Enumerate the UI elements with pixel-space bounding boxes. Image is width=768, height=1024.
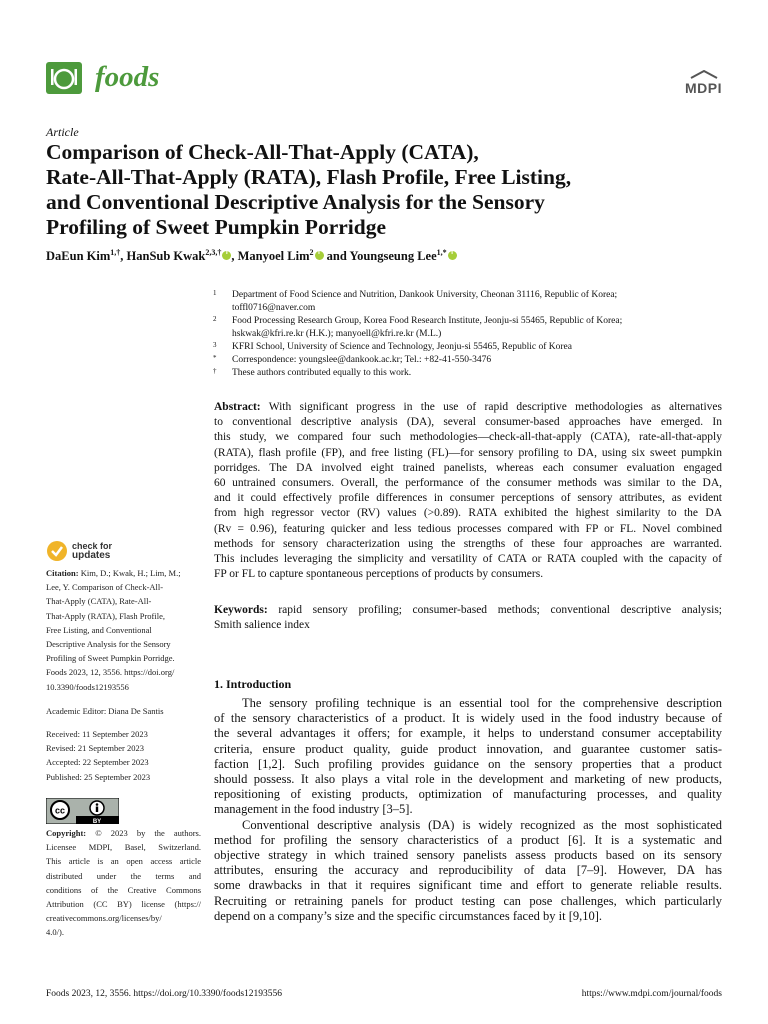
affiliation-line: toffl0716@naver.com (232, 303, 316, 313)
abstract-line: to conventional descriptive analysis (DA), several consumer-based approaches have emerged. In (214, 416, 722, 429)
abstract-line: (Rv = 0.96), featuring quicker and less tedious processes compared with FP or FL. Novel combined (214, 522, 722, 535)
check-for-updates-button[interactable] (46, 540, 112, 562)
copyright-line: conditions of the Creative Commons (46, 884, 201, 895)
body-line: the several advantages it offers; for example, it helps to understand consumer acceptability (214, 726, 722, 741)
affiliation-item (213, 315, 733, 341)
title-line: Profiling of Sweet Pumpkin Porridge (46, 215, 387, 239)
author-separator: , (231, 249, 238, 264)
affiliation-item (213, 354, 733, 367)
author-separator: and (323, 249, 350, 264)
copyright-line: distributed under the terms and (46, 870, 201, 881)
citation-line: Lee, Y. Comparison of Check-All- (46, 582, 164, 593)
title-line: and Conventional Descriptive Analysis for the Sensory (46, 190, 545, 214)
abstract-line: porridges. The DA involved eight trained panelists, whereas each consumer evaluation engaged (214, 461, 722, 474)
affiliation-mark: † (213, 367, 217, 375)
abstract-line: from high regressor vector (RV) values (>0.89). RATA exhibited the highest similarity to the DA (214, 507, 722, 520)
abstract-line: This includes leveraging the simplicity and versatility of CATA or RATA coupled with the capacity of (214, 553, 722, 566)
abstract-line: 60 untrained consumers. Overall, the performance of the consumer methods was similar to the DA, (214, 477, 722, 490)
check-updates-line: updates (72, 550, 111, 561)
section-heading: 1. Introduction (214, 677, 292, 691)
abstract-line: (RATA), flash profile (FP), and free listing (FL)—for sensory profiling to DA, using six sweet pumpkin (214, 446, 722, 459)
body-line: The sensory profiling technique is an essential tool for the comprehensive description (242, 696, 722, 710)
abstract-label: Abstract: (214, 401, 261, 413)
citation-line: Foods 2023, 12, 3556. https://doi.org/ (46, 667, 175, 678)
author-affil-mark: 1,* (436, 248, 447, 257)
journal-name[interactable]: foods (95, 61, 160, 93)
affiliation-item (213, 367, 733, 380)
keywords (214, 603, 722, 633)
author-list (46, 248, 457, 264)
introduction-body (214, 696, 722, 924)
author-name: Manyoel Lim (237, 249, 310, 264)
abstract-line: methods for sensory characterization using the strengths of these four approaches are warranted. (214, 537, 722, 550)
footer-citation[interactable]: Foods 2023, 12, 3556. https://doi.org/10.3390/foods12193556 (46, 989, 283, 999)
affiliation-item (213, 341, 733, 354)
date-published: Published: 25 September 2023 (46, 771, 151, 782)
publication-dates (46, 727, 201, 784)
copyright-line: Attribution (CC BY) license (https:// (46, 899, 201, 910)
author-name: HanSub Kwak (126, 249, 206, 264)
body-line: objective strategy in which trained sensory panelists assess products based on its sensory (214, 848, 722, 863)
author-affil-mark: 1,† (110, 248, 121, 257)
article-title (46, 140, 726, 240)
article-type: Article (46, 125, 79, 139)
affiliation-mark: 2 (213, 315, 217, 323)
check-updates-line: check for (72, 541, 113, 551)
license-link[interactable]: creativecommons.org/licenses/by/ (46, 913, 162, 924)
license-badge-label: BY (92, 819, 102, 824)
affiliation-line: These authors contributed equally to this work. (232, 368, 412, 378)
affiliations (213, 289, 733, 380)
citation-line: Free Listing, and Conventional (46, 624, 152, 635)
orcid-icon[interactable] (448, 251, 457, 260)
citation-label: Citation: (46, 568, 79, 578)
body-line: some drawbacks in that it requires significant time and effort to generate reliable results. (214, 878, 722, 893)
affiliation-mark: * (213, 354, 217, 362)
body-line: management in the food industry [3–5]. (214, 802, 413, 817)
keywords-line: Smith salience index (214, 619, 310, 632)
check-updates-icon (46, 540, 68, 562)
academic-editor: Academic Editor: Diana De Santis (46, 706, 164, 716)
body-line: depend on a company’s size and the specific circumstances faced by it [9,10]. (214, 908, 603, 923)
date-revised: Revised: 21 September 2023 (46, 743, 144, 754)
affiliation-line: hskwak@kfri.re.kr (H.K.); manyoell@kfri.re.kr (M.L.) (232, 329, 442, 339)
body-line: Recruiting or retraining panels for product testing can pose challenges, which particularly (214, 893, 722, 908)
abstract-line: and it could effectively profile differences in consumer perceptions of sensory attributes, as evident (214, 492, 722, 505)
abstract-line: FP or FL to capture spontaneous perceptions of products by consumers. (214, 568, 544, 581)
author-name: Youngseung Lee (349, 249, 437, 264)
abstract-line: Abstract: With significant progress in the use of rapid descriptive methodologies as alternatives (214, 401, 722, 413)
copyright-block (46, 826, 201, 940)
mdpi-mark-icon (690, 70, 718, 79)
copyright-line: 4.0/). (46, 927, 64, 938)
svg-text:cc: cc (54, 805, 66, 816)
citation-line: That-Apply (RATA), Flash Profile, (46, 610, 166, 621)
citation-doi-link[interactable]: 10.3390/foods12193556 (46, 681, 129, 692)
body-line: repositioning of existing products, optimization of manufacturing processes, and quality (214, 787, 722, 802)
author-name: DaEun Kim (46, 249, 111, 264)
citation-line: Citation: Kim, D.; Kwak, H.; Lim, M.; (46, 568, 181, 578)
citation-line: Profiling of Sweet Pumpkin Porridge. (46, 653, 175, 664)
footer-journal-link[interactable]: https://www.mdpi.com/journal/foods (581, 989, 722, 999)
citation-block (46, 566, 201, 694)
copyright-line: Copyright: © 2023 by the authors. (46, 828, 201, 838)
body-line: method for profiling the sensory characteristics of a product [6]. It is a systematic and (214, 832, 722, 847)
cc-by-license-icon[interactable] (46, 798, 119, 824)
affiliation-line: Department of Food Science and Nutrition, Dankook University, Cheonan 31116, Republic of Korea; (232, 290, 618, 300)
citation-line: That-Apply (CATA), Rate-All- (46, 596, 152, 607)
affiliation-mark: 3 (213, 341, 217, 349)
abstract-line: this study, we compared four such methodologies—check-all-that-apply (CATA), rate-all-that-apply (214, 431, 722, 444)
author-separator: , (120, 249, 127, 264)
author-affil-mark: 2 (309, 248, 314, 257)
affiliation-line: KFRI School, University of Science and Technology, Jeonju-si 55465, Republic of Korea (232, 342, 572, 352)
date-accepted: Accepted: 22 September 2023 (46, 757, 149, 768)
affiliation-line: Correspondence: youngslee@dankook.ac.kr; Tel.: +82-41-550-3476 (232, 355, 492, 365)
copyright-line: This article is an open access article (46, 856, 201, 867)
body-line: Conventional descriptive analysis (DA) is widely recognized as the most sophisticated (242, 817, 722, 832)
affiliation-item (213, 289, 733, 315)
keywords-label: Keywords: (214, 604, 268, 616)
copyright-line: Licensee MDPI, Basel, Switzerland. (46, 842, 201, 853)
check-updates-label (72, 542, 112, 560)
title-line: Comparison of Check-All-That-Apply (CATA), (46, 140, 479, 164)
body-line: attributes, ensuring the accuracy and reproducibility of data [7–9]. However, DA has (214, 863, 722, 878)
citation-line: Descriptive Analysis for the Sensory (46, 639, 171, 650)
body-line: faction [1,2]. Such profiling provides guidance on the sensory properties that a product (214, 756, 722, 771)
journal-logo-icon (46, 62, 82, 94)
body-line: of the sensory characteristics of a product. It is widely used in the food industry because of (214, 711, 722, 726)
copyright-label: Copyright: (46, 828, 87, 838)
keywords-line: Keywords: rapid sensory profiling; consumer-based methods; conventional descriptive analysis; (214, 604, 722, 616)
publisher-logo[interactable] (685, 70, 722, 96)
publisher-name: MDPI (685, 80, 722, 96)
body-line: should possess. It also plays a vital role in the development and marketing of new products, (214, 772, 722, 787)
date-received: Received: 11 September 2023 (46, 729, 148, 739)
title-line: Rate-All-That-Apply (RATA), Flash Profile, Free Listing, (46, 165, 572, 189)
body-line: criteria, ensure product quality, guide product innovation, and guarantee customer satis- (214, 741, 722, 756)
orcid-icon[interactable] (315, 251, 324, 260)
affiliation-line: Food Processing Research Group, Korea Food Research Institute, Jeonju-si 55465, Republic of Korea; (232, 316, 623, 326)
affiliation-mark: 1 (213, 289, 217, 297)
author-affil-mark: 2,3,† (205, 248, 222, 257)
abstract (214, 400, 722, 582)
